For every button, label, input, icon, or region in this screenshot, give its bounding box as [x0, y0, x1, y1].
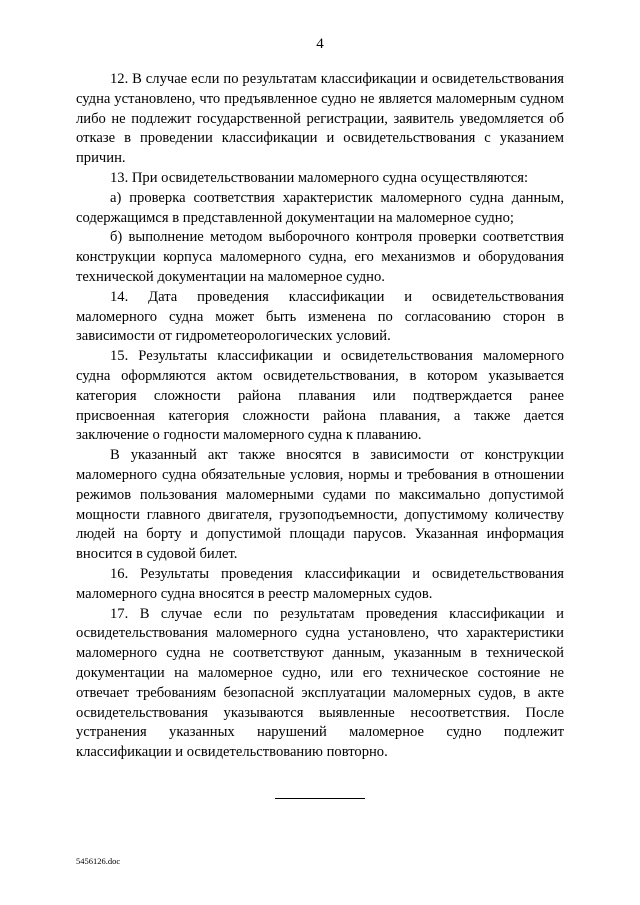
paragraph-13: 13. При освидетельствовании маломерного судна осуществляются:: [110, 169, 529, 186]
paragraph-15: 15. Результаты классификации и освидетельствования маломерного судна оформляются актом освидетельствования, в котором указывается категория сложности района плавания или подтверждается ранее присвоенная категория сложности района плавания, а также дается заключение о годности маломерного судна к плаванию.: [76, 348, 564, 444]
paragraph-15-continued: В указанный акт также вносятся в зависимости от конструкции маломерного судна обязательные условия, нормы и требования в отношении режимов пользования маломерными судами по максимально допустимой мощности главного двигателя, грузоподъемности, допустимому количеству людей на борту и допустимой площади парусов. Указанная информация вносится в судовой билет.: [76, 447, 564, 563]
document-body: [76, 70, 564, 763]
paragraph-17: 17. В случае если по результатам проведения классификации и освидетельствования маломерного судна установлено, что характеристики маломерного судна не соответствуют данным, указанным в технической документации на маломерное судно, или его техническое состояние не отвечает требованиям безопасной эксплуатации маломерных судов, в акте освидетельствования указываются выявленные несоответствия. После устранения указанных нарушений маломерное судно подлежит классификации и освидетельствованию повторно.: [76, 605, 564, 761]
page-number: 4: [316, 36, 324, 52]
end-of-text-separator: [275, 798, 365, 799]
footer-file-name: 5456126.doc: [76, 856, 121, 866]
paragraph-13-b: б) выполнение методом выборочного контроля проверки соответствия конструкции корпуса маломерного судна, его механизмов и оборудования технической документации на маломерное судно.: [76, 229, 564, 285]
paragraph-12: 12. В случае если по результатам классификации и освидетельствования судна установлено, что предъявленное судно не является маломерным судном либо не подлежит государственной регистрации, заявитель уведомляется об отказе в проведении классификации и освидетельствования с указанием причин.: [76, 71, 564, 167]
paragraph-14: 14. Дата проведения классификации и освидетельствования маломерного судна может быть изменена по согласованию сторон в зависимости от гидрометеорологических условий.: [76, 288, 564, 345]
paragraph-16: 16. Результаты проведения классификации и освидетельствования маломерного судна вносятся в реестр маломерных судов.: [76, 565, 564, 602]
paragraph-13-a: а) проверка соответствия характеристик маломерного судна данным, содержащимся в представленной документации на маломерное судно;: [76, 189, 564, 226]
